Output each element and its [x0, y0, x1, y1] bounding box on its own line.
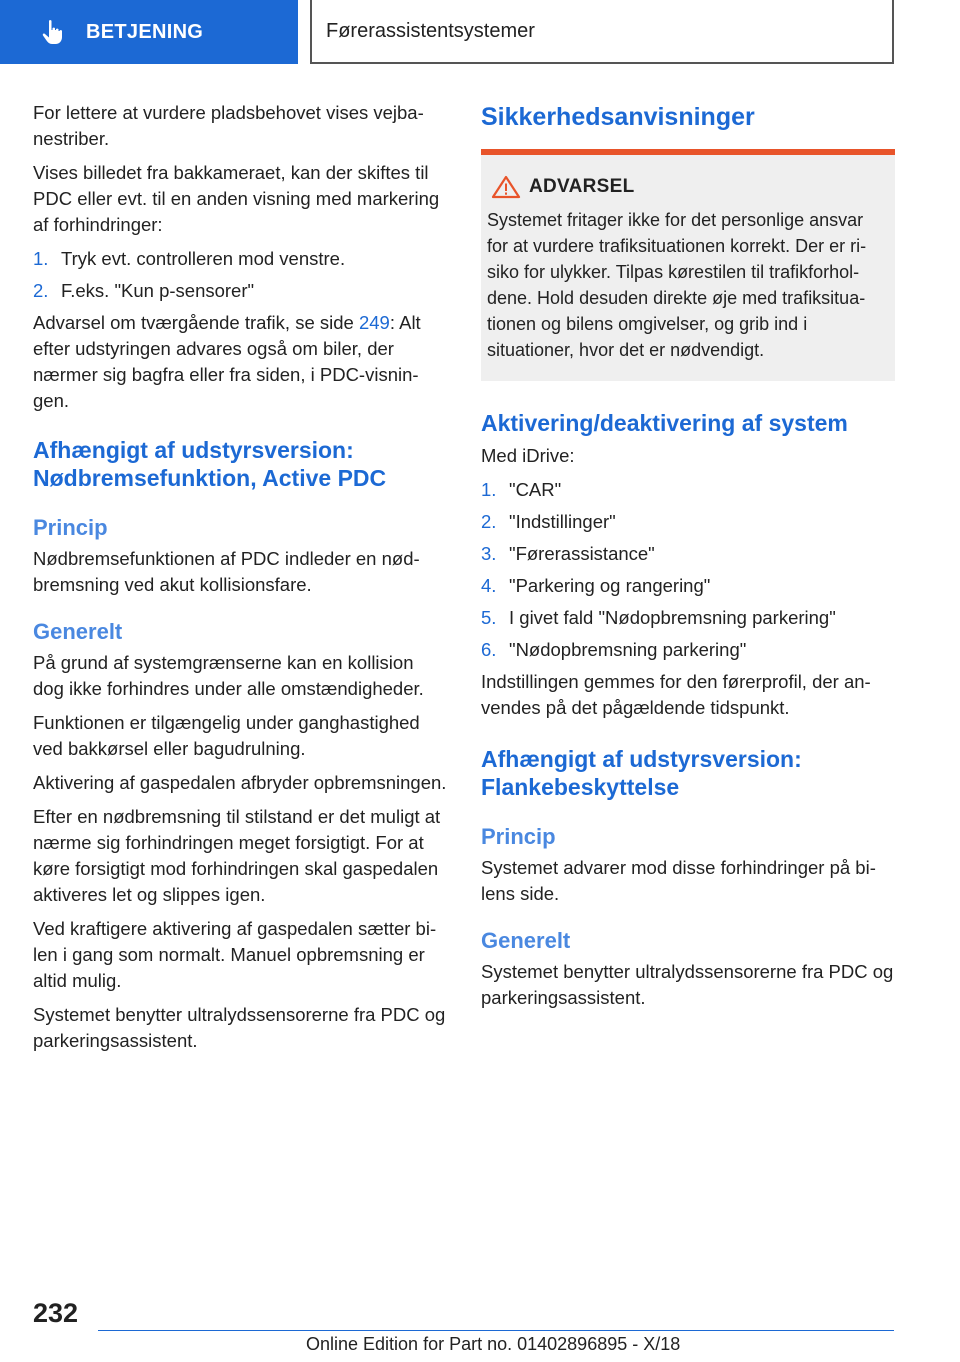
paragraph: Med iDrive: [481, 445, 575, 466]
warning-triangle-icon [491, 175, 521, 199]
footer-divider [98, 1330, 894, 1331]
section-heading: Afhængigt af udstyrsversion: Flankebeskyttelse [481, 746, 802, 800]
step-list [481, 477, 895, 663]
section-heading: Aktivering/deaktivering af system [481, 410, 848, 436]
paragraph-text: : Alt efter udstyringen advares også om biler, der nærmer sig bagfra eller fra siden, i PDC-visningen. [33, 312, 421, 411]
section-heading: Afhængigt af udstyrsversion: Nødbremsefunktion, Active PDC [33, 437, 387, 491]
step-number: 4. [481, 575, 497, 596]
paragraph: Systemet benytter ultralydssensorerne fra PDC og parkeringsassistent. [481, 961, 894, 1008]
paragraph: Nødbremsefunktionen af PDC indleder en nødbremsning ved akut kollisionsfare. [33, 548, 420, 595]
page-number: 232 [33, 1298, 79, 1328]
step-text: Tryk evt. controlleren mod venstre. [61, 248, 346, 269]
step-text: "Førerassistance" [509, 543, 655, 564]
paragraph: Funktionen er tilgængelig under ganghastighed ved bakkørsel eller bagudrulning. [33, 712, 420, 759]
step-text: "Parkering og rangering" [509, 575, 711, 596]
step-number: 2. [33, 280, 49, 301]
step-text: F.eks. "Kun p-sensorer" [61, 280, 255, 301]
subsection-heading: Princip [481, 824, 556, 849]
paragraph: Vises billedet fra bakkameraet, kan der skiftes til PDC eller evt. til en anden visning med markering af forhindringer: [33, 162, 440, 235]
step-number: 1. [33, 248, 49, 269]
paragraph-text: Advarsel om tværgående trafik, se side [33, 312, 359, 333]
edition-note: Online Edition for Part no. 01402896895 - X/18 [306, 1334, 681, 1354]
warning-box [481, 149, 895, 381]
paragraph [33, 310, 447, 414]
paragraph: Ved kraftigere aktivering af gaspedalen sætter bilen i gang som normalt. Manuel opbremsning er altid mulig. [33, 918, 437, 991]
step-text: "CAR" [509, 479, 562, 500]
hand-pointer-icon [40, 19, 66, 45]
warning-header [487, 175, 887, 199]
subsection-heading: Generelt [481, 928, 571, 953]
section-heading: Sikkerhedsanvisninger [481, 103, 755, 131]
step-number: 6. [481, 639, 497, 660]
right-column [481, 100, 895, 1019]
section-tab[interactable] [0, 0, 298, 64]
list-item [481, 541, 895, 567]
list-item [481, 573, 895, 599]
paragraph: Indstillingen gemmes for den førerprofil, der anvendes på det pågældende tidspunkt. [481, 671, 871, 718]
list-item [481, 509, 895, 535]
paragraph: På grund af systemgrænserne kan en kollision dog ikke forhindres under alle omstændigheder. [33, 652, 424, 699]
page-reference-link[interactable]: 249 [358, 312, 390, 333]
paragraph: Efter en nødbremsning til stilstand er det muligt at nærme sig forhindringen meget forsigtigt. For at køre forsigtigt mod forhindringen skal gaspedalen aktiveres let og slippes igen. [33, 806, 441, 905]
list-item [33, 278, 447, 304]
subsection-heading: Princip [33, 515, 108, 540]
list-item [481, 605, 895, 631]
chapter-header [310, 0, 894, 64]
step-number: 3. [481, 543, 497, 564]
step-text: "Indstillinger" [509, 511, 616, 532]
step-text: I givet fald "Nødopbremsning parkering" [509, 607, 836, 628]
warning-text: Systemet fritager ikke for det personlige ansvar for at vurdere trafiksituationen korrekt. Der er risiko for ulykker. Tilpas kørestilen til trafikforholdene. Hold desuden direkte øje med trafiksituationen og bilens omgivelser, og grib ind i situationer, hvor det er nødvendigt. [487, 210, 867, 360]
step-number: 5. [481, 607, 497, 628]
subsection-heading: Generelt [33, 619, 123, 644]
step-number: 2. [481, 511, 497, 532]
step-text: "Nødopbremsning parkering" [509, 639, 747, 660]
list-item [33, 246, 447, 272]
paragraph: For lettere at vurdere pladsbehovet vises vejbanestriber. [33, 102, 424, 149]
chapter-title: Førerassistentsystemer [326, 19, 535, 42]
left-column [33, 100, 447, 1062]
list-item [481, 477, 895, 503]
section-tab-label: BETJENING [86, 20, 204, 43]
step-number: 1. [481, 479, 497, 500]
paragraph: Systemet benytter ultralydssensorerne fra PDC og parkeringsassistent. [33, 1004, 446, 1051]
list-item [481, 637, 895, 663]
paragraph: Aktivering af gaspedalen afbryder opbremsningen. [33, 772, 447, 793]
step-list [33, 246, 447, 304]
warning-label: ADVARSEL [529, 176, 635, 197]
paragraph: Systemet advarer mod disse forhindringer på bilens side. [481, 857, 876, 904]
